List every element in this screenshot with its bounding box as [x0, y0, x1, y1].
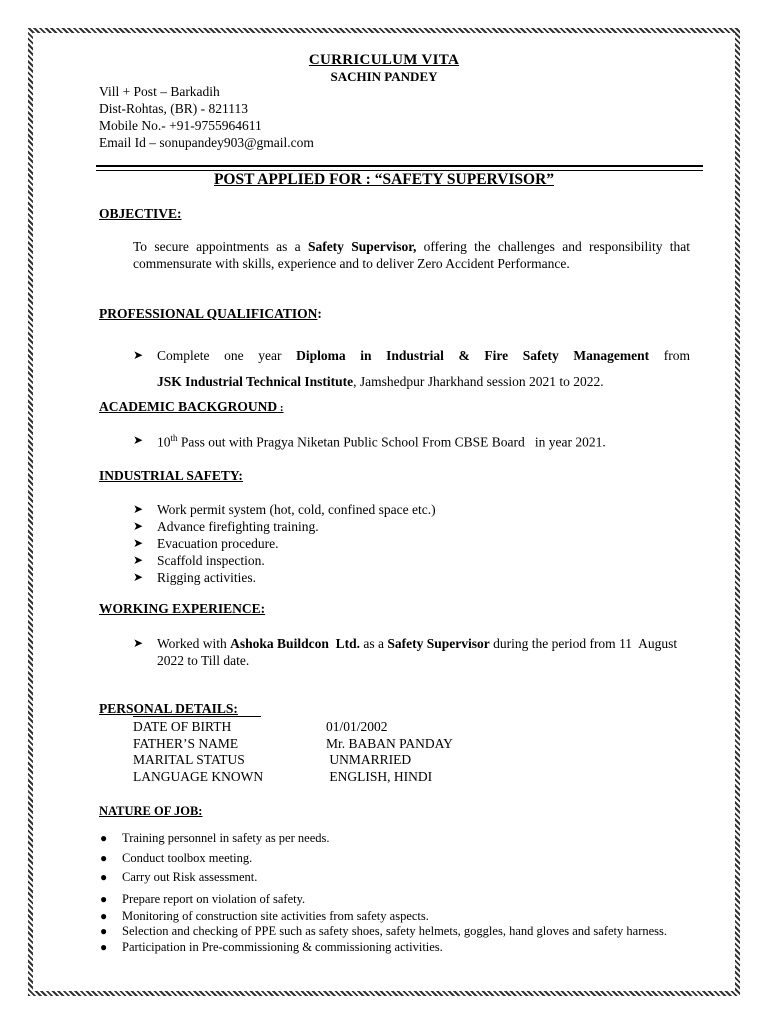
arrowhead-bullet-icon: ➤	[133, 636, 144, 650]
list-item: ● Carry out Risk assessment.	[100, 870, 258, 884]
personal-detail-row	[133, 752, 613, 769]
personal-detail-row	[133, 769, 613, 786]
personal-detail-row	[133, 736, 613, 753]
nature-of-job-heading: NATURE OF JOB:	[99, 804, 203, 818]
detail-value: Mr. BABAN PANDAY	[326, 736, 453, 751]
mobile-number: Mobile No.- +91-9755964611	[99, 118, 262, 133]
arrowhead-bullet-icon: ➤	[133, 519, 144, 533]
email-address: Email Id – sonupandey903@gmail.com	[99, 135, 314, 150]
experience-item: ➤ Worked with Ashoka Buildcon Ltd. as a Safety Supervisor during the period from 11 August 2022 to Till date.	[133, 636, 681, 668]
arrowhead-bullet-icon: ➤	[133, 536, 144, 550]
arrowhead-bullet-icon: ➤	[133, 502, 144, 516]
list-item: ● Prepare report on violation of safety.	[100, 892, 306, 906]
detail-label: LANGUAGE KNOWN	[133, 769, 264, 784]
round-bullet-icon: ●	[100, 870, 108, 884]
list-item: ● Selection and checking of PPE such as safety shoes, safety helmets, goggles, hand gloves and safety harness.	[100, 924, 668, 938]
detail-value: ENGLISH, HINDI	[326, 769, 433, 784]
detail-label: FATHER’S NAME	[133, 736, 239, 751]
header-divider	[96, 165, 703, 167]
list-item: ● Participation in Pre-commissioning & commissioning activities.	[100, 940, 443, 954]
list-item: ➤ Advance firefighting training.	[133, 519, 319, 534]
working-experience-heading: WORKING EXPERIENCE:	[99, 601, 266, 616]
address-line-2: Dist-Rohtas, (BR) - 821113	[99, 101, 248, 116]
detail-label: MARITAL STATUS	[133, 752, 245, 767]
academic-item: ➤ 10th Pass out with Pragya Niketan Public School From CBSE Board in year 2021.	[133, 433, 606, 450]
round-bullet-icon: ●	[100, 831, 108, 845]
arrowhead-bullet-icon: ➤	[133, 433, 144, 447]
detail-label: DATE OF BIRTH	[133, 719, 232, 734]
list-item: ➤ Scaffold inspection.	[133, 553, 265, 568]
personal-detail-row	[133, 719, 613, 736]
arrowhead-bullet-icon: ➤	[133, 570, 144, 584]
round-bullet-icon: ●	[100, 940, 108, 954]
nature-of-job-list-b	[99, 891, 690, 956]
list-item: ➤ Work permit system (hot, cold, confined space etc.)	[133, 502, 436, 517]
qualification-item: ➤ Complete one year Diploma in Industrial & Fire Safety Management from	[133, 348, 690, 363]
academic-background-heading: ACADEMIC BACKGROUND :	[99, 399, 284, 414]
objective-heading: OBJECTIVE:	[99, 206, 182, 221]
round-bullet-icon: ●	[100, 850, 108, 865]
personal-details-heading: PERSONAL DETAILS:	[99, 701, 238, 716]
professional-qualification-heading: PROFESSIONAL QUALIFICATION:	[99, 306, 322, 321]
post-applied-for: POST APPLIED FOR : “SAFETY SUPERVISOR”	[213, 171, 555, 188]
detail-value: 01/01/2002	[326, 719, 388, 734]
list-item: ● Training personnel in safety as per needs.	[100, 831, 330, 845]
list-item: ➤ Rigging activities.	[133, 570, 256, 585]
document-title: CURRICULUM VITA	[308, 52, 460, 68]
arrowhead-bullet-icon: ➤	[133, 553, 144, 567]
detail-value: UNMARRIED	[326, 752, 412, 767]
qualification-institute: JSK Industrial Technical Institute, Jamshedpur Jharkhand session 2021 to 2022.	[157, 374, 604, 389]
heading-underline	[133, 716, 261, 717]
list-item: ● Conduct toolbox meeting.	[100, 850, 253, 865]
candidate-name: SACHIN PANDEY	[330, 69, 438, 84]
address-line-1: Vill + Post – Barkadih	[99, 84, 220, 99]
round-bullet-icon: ●	[100, 924, 108, 938]
round-bullet-icon: ●	[100, 908, 108, 923]
arrowhead-bullet-icon: ➤	[133, 348, 144, 362]
industrial-safety-list	[133, 501, 690, 586]
nature-of-job-list-a	[99, 830, 690, 886]
industrial-safety-heading: INDUSTRIAL SAFETY:	[99, 468, 243, 483]
objective-text: To secure appointments as a Safety Supervisor, offering the challenges and responsibility that commensurate with skills, experience and to deliver Zero Accident Performance.	[133, 239, 690, 271]
list-item: ● Monitoring of construction site activities from safety aspects.	[100, 908, 429, 923]
list-item: ➤ Evacuation procedure.	[133, 536, 279, 551]
round-bullet-icon: ●	[100, 892, 108, 906]
